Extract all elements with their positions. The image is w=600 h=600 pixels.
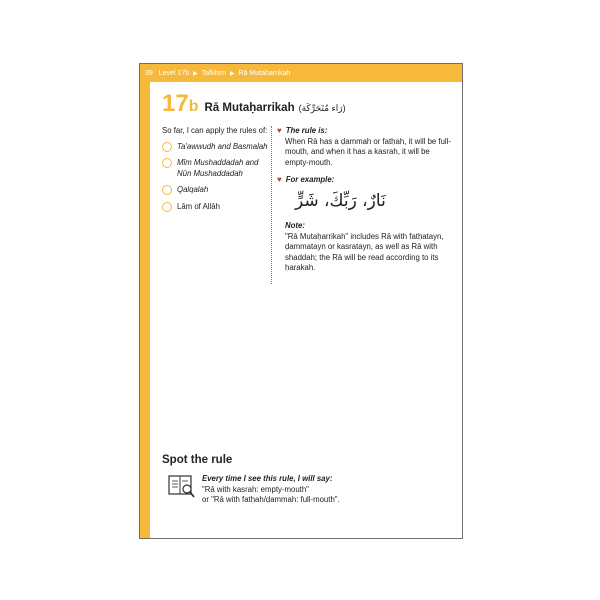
sidebar-stripe bbox=[140, 64, 150, 538]
intro-text: So far, I can apply the rules of: bbox=[162, 126, 268, 135]
spot-lead: Every time I see this rule, I will say: bbox=[202, 474, 333, 483]
circle-checkbox-icon bbox=[162, 142, 172, 152]
example-heading: ♥ For example: bbox=[277, 175, 335, 185]
workbook-page bbox=[139, 63, 463, 539]
page-title bbox=[162, 92, 346, 116]
title-text: Rā Mutaḥarrikah bbox=[204, 102, 295, 114]
breadcrumb bbox=[140, 64, 462, 82]
spot-line-1: "Rā with kasrah: empty-mouth" bbox=[202, 484, 309, 494]
note-text: "Rā Mutaḥarrikah" includes Rā with fatḥatayn, ḍammatayn or kasratayn, as well as Rā with shaddah; the Rā will be read according to its ḥarakah. bbox=[285, 231, 444, 273]
prior-rules bbox=[162, 126, 272, 218]
book-magnifier-icon bbox=[168, 474, 196, 500]
example-arabic: نَارٌ، رَبِّكَ، شَرٍّ bbox=[295, 191, 386, 212]
list-item bbox=[162, 185, 272, 196]
breadcrumb-section: Tafkhim bbox=[201, 69, 226, 77]
heart-icon: ♥ bbox=[277, 126, 282, 135]
spot-title: Spot the rule bbox=[162, 454, 233, 466]
level-suffix: b bbox=[188, 98, 199, 115]
list-item bbox=[162, 158, 272, 179]
list-item bbox=[162, 202, 272, 213]
rule-label: Lām of Allāh bbox=[177, 201, 220, 211]
heart-icon: ♥ bbox=[277, 175, 282, 185]
circle-checkbox-icon bbox=[162, 202, 172, 212]
breadcrumb-topic: Rā Mutaḥarrikah bbox=[238, 69, 291, 77]
triangle-right-icon: ▶ bbox=[229, 70, 235, 77]
rule-text: When Rā has a ḍammah or fatḥah, it will be full-mouth, and when it has a kasrah, it will be empty-mouth. bbox=[285, 136, 451, 167]
circle-checkbox-icon bbox=[162, 185, 172, 195]
rule-explanation bbox=[277, 126, 455, 274]
column-divider bbox=[271, 126, 272, 284]
title-arabic: (رَاء مُتَحَرِّكَة) bbox=[298, 103, 346, 113]
spot-text bbox=[202, 474, 442, 506]
level-number: 17 bbox=[162, 90, 189, 117]
breadcrumb-level: Level 17b bbox=[158, 69, 190, 77]
rule-label: Mīm Mushaddadah and Nūn Mushaddadah bbox=[177, 158, 259, 178]
circle-checkbox-icon bbox=[162, 158, 172, 168]
list-item bbox=[162, 142, 272, 153]
rule-label: Qalqalah bbox=[177, 185, 209, 195]
rule-heading: ♥ The rule is: bbox=[277, 126, 328, 136]
rule-label: Ta'awwudh and Basmalah bbox=[177, 141, 268, 151]
note-heading: Note: bbox=[285, 221, 305, 231]
triangle-right-icon: ▶ bbox=[193, 70, 198, 77]
page-number: 39 bbox=[145, 69, 153, 77]
spot-line-2: or "Rā with fatḥah/ḍammah: full-mouth". bbox=[202, 495, 340, 505]
